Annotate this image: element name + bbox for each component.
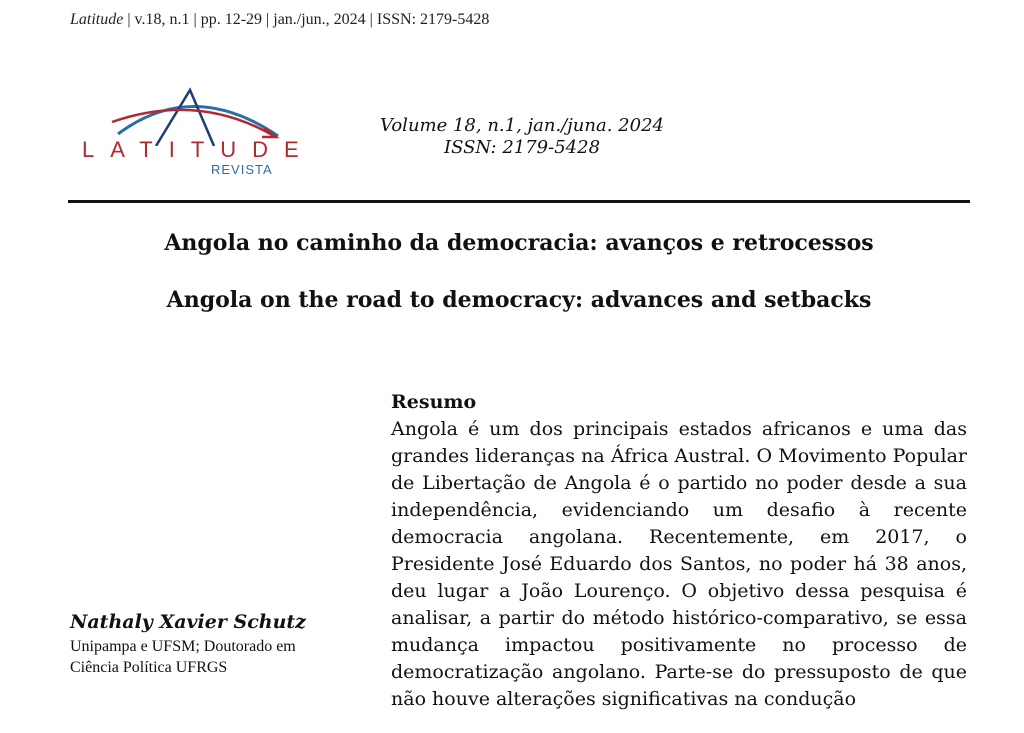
author-block [70, 610, 320, 678]
abstract-text: Angola é um dos principais estados africanos e uma das grandes lideranças na África Austral. O Movimento Popular de Libertação de Angola é o partido no poder desde a sua independência, evidenciando um desafio à recente democracia angolana. Recentemente, em 2017, o Presidente José Eduardo dos Santos, no poder há 38 anos, deu lugar a João Lourenço. O objetivo dessa pesquisa é analisar, a partir do método histórico-comparativo, se essa mudança impactou positivamente no processo de democratização angolano. Parte-se do pressuposto de que não houve alterações significativas na condução [391, 418, 967, 710]
author-name: Nathaly Xavier Schutz [70, 611, 306, 633]
abstract-heading: Resumo [391, 391, 477, 413]
issue-volume: Volume 18, n.1, jan./juna. 2024 [380, 115, 664, 136]
author-affiliation: Unipampa e UFSM; Doutorado em Ciência Política UFRGS [70, 638, 296, 676]
issue-issn: ISSN: 2179-5428 [443, 137, 601, 158]
title-english: Angola on the road to democracy: advances and setbacks [166, 287, 872, 313]
running-head-citation: | v.18, n.1 | pp. 12-29 | jan./jun., 2024 | ISSN: 2179-5428 [123, 11, 490, 28]
abstract-section [391, 389, 967, 713]
running-head [70, 11, 489, 29]
running-head-journal: Latitude [70, 11, 124, 28]
logo-wordmark: LATITUDE [82, 137, 315, 162]
header-rule [68, 200, 970, 203]
latitude-logo [78, 86, 315, 178]
logo-subtitle: REVISTA [211, 162, 273, 177]
title-portuguese: Angola no caminho da democracia: avanços e retrocessos [164, 230, 874, 256]
issue-info [362, 115, 682, 159]
